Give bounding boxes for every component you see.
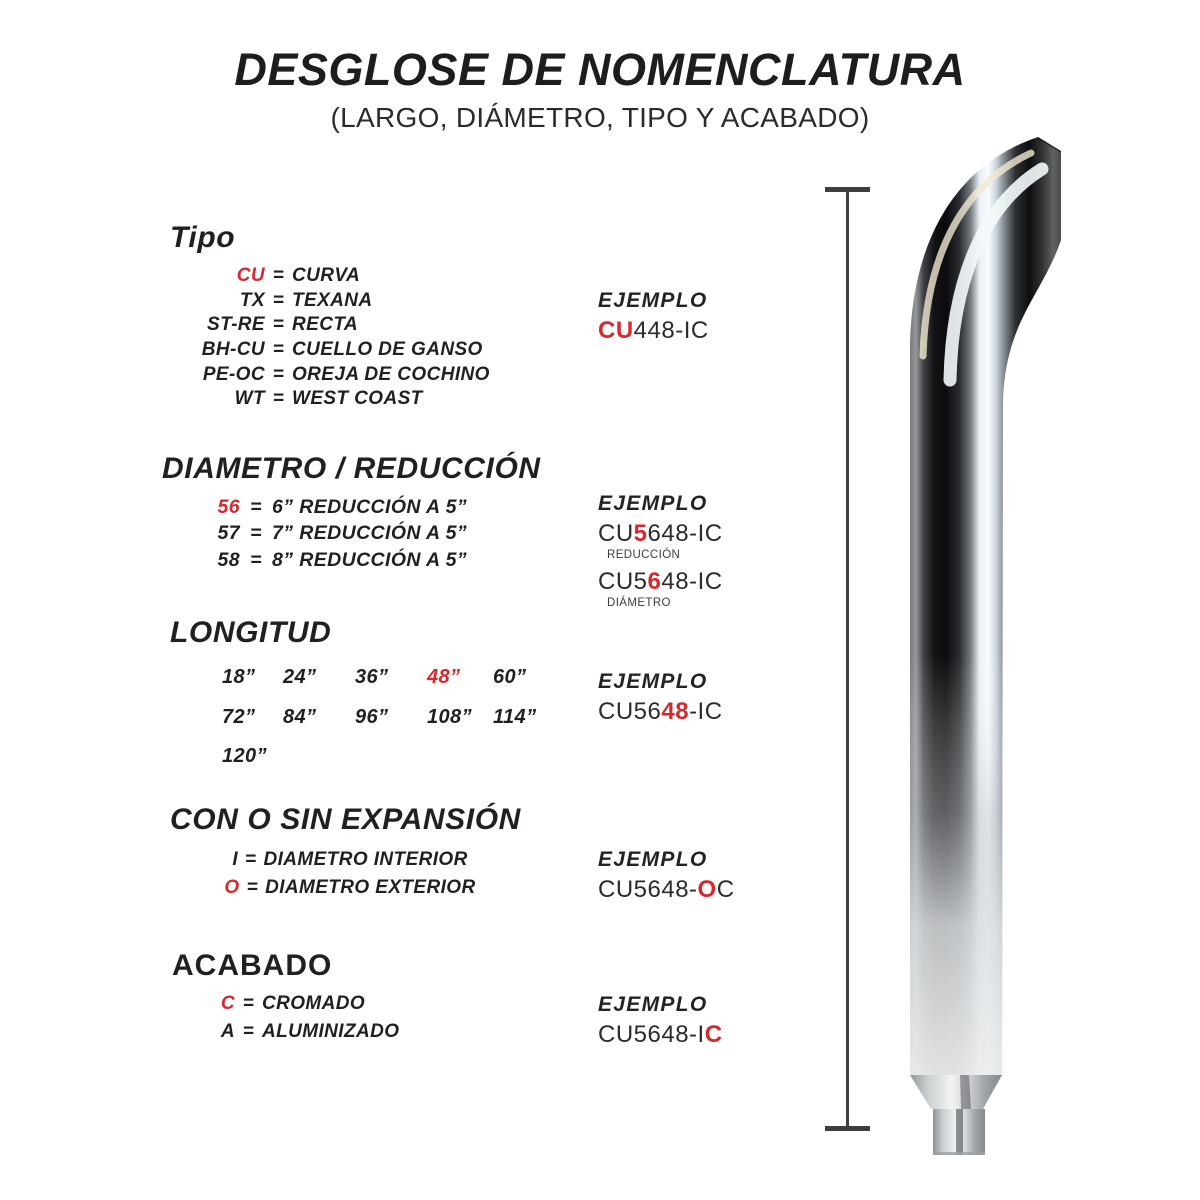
pipe-nipple-streak — [956, 1109, 963, 1155]
acabado-code: A — [220, 1021, 235, 1042]
ejemplo-label: EJEMPLO — [598, 492, 708, 515]
diametro-value: 6” REDUCCIÓN A 5” — [272, 496, 467, 518]
diametro-value: 7” REDUCCIÓN A 5” — [272, 522, 467, 545]
equals-sign: = — [242, 1021, 255, 1042]
expansion-code: I — [232, 849, 238, 870]
code-text: 448-IC — [633, 317, 709, 344]
equals-sign: = — [245, 849, 257, 870]
section-longitud — [170, 616, 537, 777]
longitud-value: 36” — [355, 666, 389, 689]
longitud-row — [222, 737, 537, 777]
ejemplo-code — [598, 876, 735, 904]
tipo-code: ST-RE — [207, 314, 265, 336]
equals-sign: = — [246, 876, 259, 898]
acabado-definitions — [172, 993, 399, 1049]
diametro-code: 58 — [217, 548, 240, 571]
acabado-code: C — [220, 993, 235, 1014]
acabado-row — [172, 993, 399, 1021]
pipe-fade-overlay — [910, 137, 1061, 1075]
longitud-row — [222, 698, 537, 738]
code-highlight: 48 — [661, 698, 690, 725]
equals-sign: = — [250, 548, 262, 571]
tipo-row — [170, 388, 490, 413]
equals-sign: = — [272, 289, 285, 311]
tipo-row — [170, 339, 490, 364]
tipo-code: BH-CU — [201, 339, 265, 361]
code-text: 648-IC — [647, 520, 723, 547]
code-text: 48-IC — [661, 568, 723, 595]
section-heading-diametro: DIAMETRO / REDUCCIÓN — [162, 452, 541, 485]
measurement-line — [846, 190, 849, 1128]
expansion-row — [170, 877, 530, 905]
ejemplo-codes — [598, 317, 709, 345]
tipo-value: TEXANA — [292, 289, 373, 311]
section-diametro — [162, 452, 541, 575]
longitud-row — [222, 658, 537, 698]
tipo-row — [170, 364, 490, 389]
tipo-code: TX — [239, 289, 265, 311]
chrome-exhaust-stack-image — [890, 128, 1075, 1168]
expansion-value: DIAMETRO EXTERIOR — [265, 876, 476, 898]
acabado-value: CROMADO — [262, 993, 366, 1014]
ejemplo-code — [598, 568, 723, 596]
tipo-value: WEST COAST — [292, 388, 423, 410]
code-text: -IC — [689, 698, 723, 725]
ejemplo-codes — [598, 1021, 723, 1049]
diametro-row — [162, 522, 541, 548]
longitud-value: 48” — [427, 666, 461, 689]
ejemplo-label: EJEMPLO — [598, 670, 708, 693]
diametro-row — [162, 549, 541, 575]
code-highlight: 6 — [647, 568, 662, 595]
section-tipo — [170, 221, 490, 413]
code-highlight: C — [704, 1021, 723, 1048]
ejemplo-codes — [598, 698, 723, 726]
equals-sign: = — [272, 388, 285, 410]
section-heading-longitud: LONGITUD — [170, 616, 332, 649]
acabado-row — [172, 1021, 399, 1049]
ejemplo-expansion — [598, 848, 735, 904]
longitud-value: 72” — [222, 705, 256, 728]
longitud-value: 120” — [222, 745, 267, 768]
equals-sign: = — [250, 496, 262, 518]
diametro-value: 8” REDUCCIÓN A 5” — [272, 548, 467, 571]
ejemplo-code-note: DIÁMETRO — [607, 597, 671, 609]
section-expansion — [170, 803, 530, 904]
diametro-code: 56 — [217, 496, 240, 518]
ejemplo-code — [598, 317, 709, 345]
longitud-value: 96” — [355, 705, 389, 728]
code-text: C — [716, 876, 735, 903]
section-heading-expansion: CON O SIN EXPANSIÓN — [170, 803, 521, 836]
code-highlight: 5 — [633, 520, 648, 547]
longitud-value: 114” — [493, 705, 537, 728]
pipe-nipple-base-edge — [933, 1152, 985, 1155]
ejemplo-label: EJEMPLO — [598, 289, 708, 312]
longitud-value: 108” — [427, 705, 472, 728]
longitud-grid — [222, 658, 537, 777]
ejemplo-codes — [598, 520, 723, 609]
ejemplo-tipo — [598, 289, 709, 345]
expansion-definitions — [170, 849, 530, 904]
equals-sign: = — [272, 339, 285, 361]
ejemplo-label: EJEMPLO — [598, 848, 708, 871]
diametro-row — [162, 496, 541, 522]
tipo-code: CU — [236, 265, 265, 286]
ejemplo-acabado — [598, 993, 723, 1049]
diametro-definitions — [162, 496, 541, 575]
code-text: CU5 — [598, 568, 648, 595]
tipo-code: WT — [234, 388, 265, 410]
tipo-row — [170, 290, 490, 315]
ejemplo-codes — [598, 876, 735, 904]
longitud-value: 18” — [222, 666, 256, 689]
code-text: CU — [598, 520, 634, 547]
code-text: CU56 — [598, 698, 662, 725]
page-title: DESGLOSE DE NOMENCLATURA — [234, 44, 966, 95]
expansion-row — [170, 849, 530, 877]
longitud-value: 24” — [283, 666, 317, 689]
equals-sign: = — [272, 314, 285, 336]
ejemplo-diametro — [598, 492, 723, 616]
section-heading-acabado: ACABADO — [172, 949, 333, 982]
ejemplo-label: EJEMPLO — [598, 993, 708, 1016]
ejemplo-longitud — [598, 670, 723, 726]
code-text: CU5648- — [598, 876, 698, 903]
code-text: CU5648-I — [598, 1021, 705, 1048]
acabado-value: ALUMINIZADO — [262, 1021, 400, 1042]
equals-sign: = — [272, 363, 285, 385]
tipo-value: CUELLO DE GANSO — [292, 339, 483, 361]
longitud-value: 60” — [493, 666, 527, 689]
tipo-row — [170, 265, 490, 290]
equals-sign: = — [242, 993, 255, 1014]
measurement-cap-bottom — [825, 1126, 870, 1131]
code-highlight: CU — [598, 317, 634, 344]
expansion-value: DIAMETRO INTERIOR — [263, 849, 468, 870]
expansion-code: O — [224, 876, 240, 898]
section-acabado — [172, 949, 399, 1049]
pipe-reducer-shoulder — [910, 1075, 1002, 1109]
ejemplo-code — [598, 698, 723, 726]
tipo-value: OREJA DE COCHINO — [292, 363, 490, 385]
page-subtitle: (LARGO, DIÁMETRO, TIPO Y ACABADO) — [330, 102, 870, 133]
diametro-code: 57 — [217, 522, 240, 545]
equals-sign: = — [272, 265, 285, 286]
equals-sign: = — [250, 522, 262, 545]
tipo-value: RECTA — [292, 314, 359, 336]
tipo-code: PE-OC — [202, 363, 265, 385]
tipo-value: CURVA — [292, 265, 361, 286]
code-highlight: O — [697, 876, 717, 903]
ejemplo-code-note: REDUCCIÓN — [607, 549, 681, 561]
ejemplo-code — [598, 1021, 723, 1049]
ejemplo-code — [598, 520, 723, 548]
section-heading-tipo: Tipo — [170, 221, 236, 254]
tipo-definitions — [170, 265, 490, 413]
tipo-row — [170, 314, 490, 339]
longitud-value: 84” — [283, 705, 317, 728]
